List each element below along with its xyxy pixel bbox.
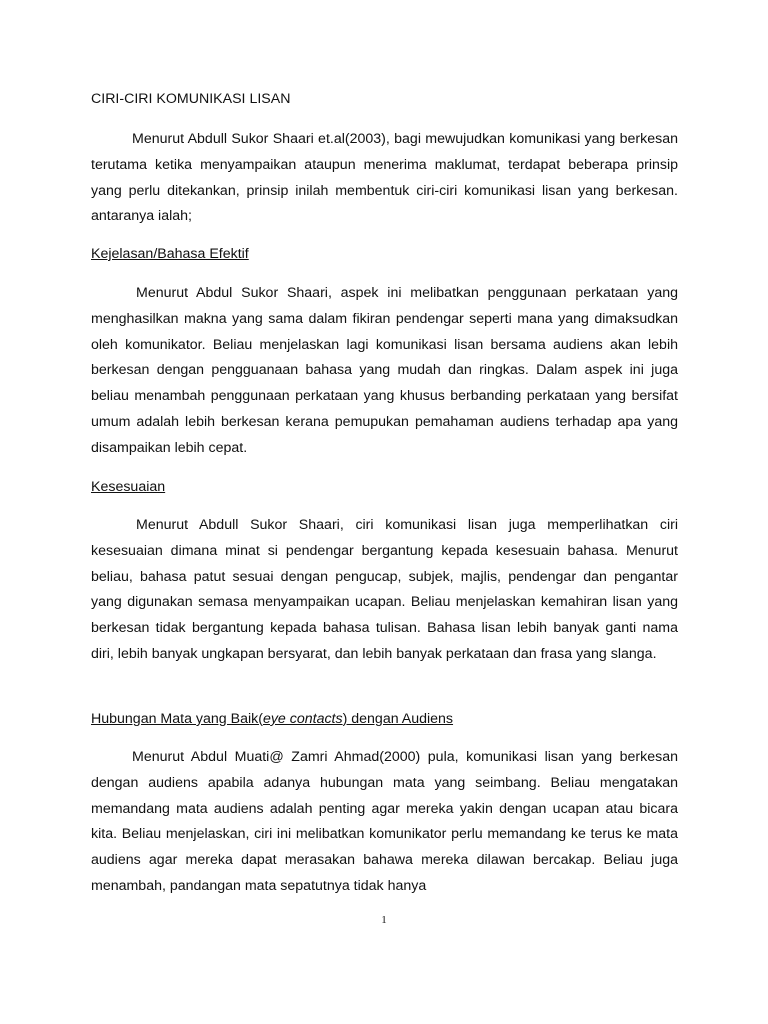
document-title: CIRI-CIRI KOMUNIKASI LISAN xyxy=(91,91,291,107)
section-heading-kesesuaian: Kesesuaian xyxy=(91,479,166,495)
page-number: 1 xyxy=(381,914,387,926)
heading-part-before: Hubungan Mata yang Baik( xyxy=(91,711,263,727)
section-body-kesesuaian: Menurut Abdull Sukor Shaari, ciri komunikasi lisan juga memperlihatkan ciri kesesuaian dimana minat si pendengar bergantung kepada kesesuain bahasa. Menurut beliau, bahasa patut sesuai dengan pengucap, subjek, majlis, pendengar dan pengantar yang digunakan semasa menyampaikan ucapan. Beliau menjelaskan kemahiran lisan yang berkesan tidak bergantung kepada bahasa tulisan. Bahasa lisan lebih banyak ganti nama diri, lebih banyak ungkapan bersyarat, dan lebih banyak perkataan dan frasa yang slanga. xyxy=(91,517,678,662)
section-body-hubungan-mata: Menurut Abdul Muati@ Zamri Ahmad(2000) pula, komunikasi lisan yang berkesan dengan audiens apabila adanya hubungan mata yang seimbang. Beliau mengatakan memandang mata audiens adalah penting agar mereka yakin dengan ucapan atau bicara kita. Beliau menjelaskan, ciri ini melibatkan komunikator perlu memandang ke terus ke mata audiens agar mereka dapat merasakan bahawa mereka dilawan bercakap. Beliau juga menambah, pandangan mata sepatutnya tidak hanya xyxy=(91,749,678,894)
section-body-kejelasan: Menurut Abdul Sukor Shaari, aspek ini melibatkan penggunaan perkataan yang menghasilkan makna yang sama dalam fikiran pendengar seperti mana yang dimaksudkan oleh komunikator. Beliau menjelaskan lagi komunikasi lisan bersama audiens akan lebih berkesan dengan pengguanaan bahasa yang mudah dan ringkas. Dalam aspek ini juga beliau menambah penggunaan perkataan yang khusus berbanding perkataan yang bersifat umum adalah lebih berkesan kerana pemupukan pemahaman audiens terhadap apa yang disampaikan lebih cepat. xyxy=(91,285,678,456)
heading-part-after: ) dengan Audiens xyxy=(342,711,454,727)
heading-part-italic: eye contacts xyxy=(262,711,343,727)
section-heading-hubungan-mata xyxy=(91,709,453,729)
section-heading-kejelasan: Kejelasan/Bahasa Efektif xyxy=(91,246,249,262)
intro-paragraph: Menurut Abdull Sukor Shaari et.al(2003), bagi mewujudkan komunikasi yang berkesan terutama ketika menyampaikan ataupun menerima maklumat, terdapat beberapa prinsip yang perlu ditekankan, prinsip inilah membentuk ciri-ciri komunikasi lisan yang berkesan. antaranya ialah; xyxy=(91,131,678,225)
